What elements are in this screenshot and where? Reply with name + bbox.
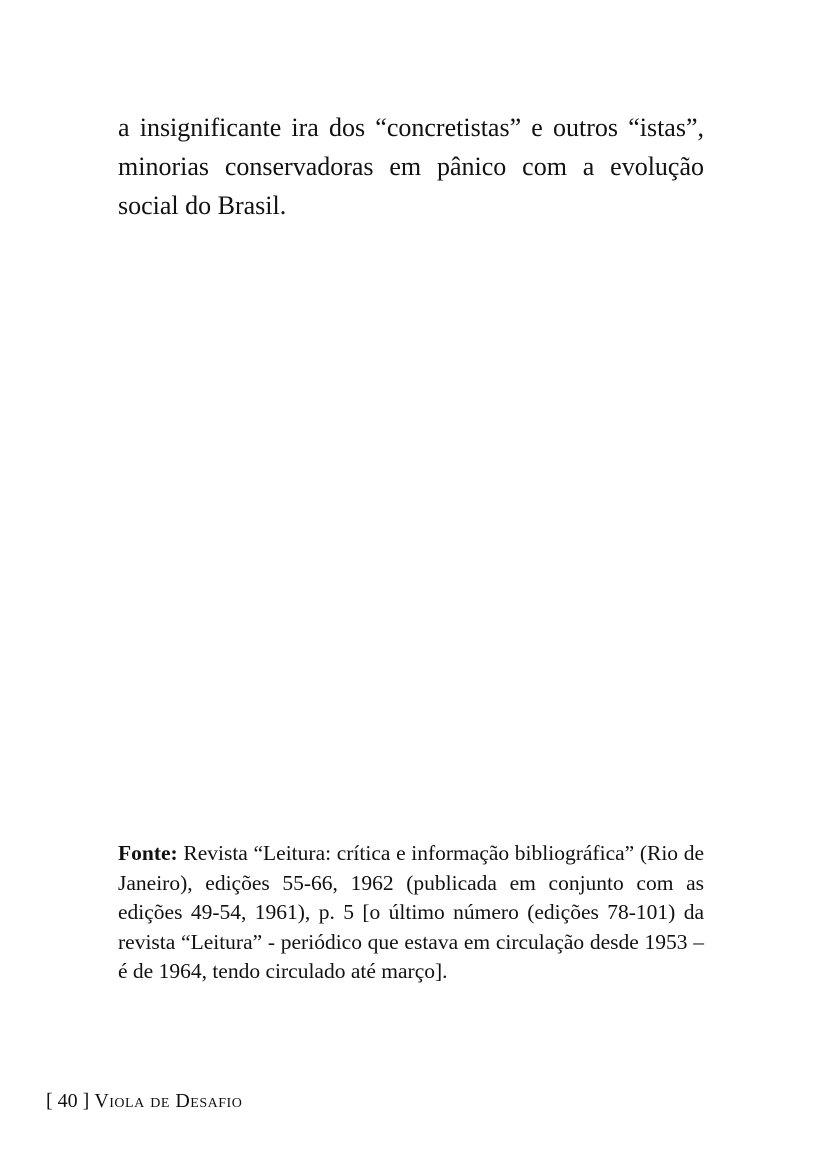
source-text: Revista “Leitura: crítica e informação bibliográfica” (Rio de Janeiro), edições 55-66, 1962 (publicada em conjunto com as edições 49-54, 1961), p. 5 [o último número (edições 78-101) da revista “Leitura” - periódico que estava em circulação desde 1953 – é de 1964, tendo circulado até março].: [118, 841, 704, 983]
body-paragraph: a insignificante ira dos “concretistas” e outros “istas”, minorias conservadoras em pânico com a evolução social do Brasil.: [118, 113, 704, 220]
page-number: [ 40 ]: [46, 1090, 90, 1112]
running-title: Viola de Desafio: [94, 1090, 243, 1112]
source-label: Fonte:: [118, 841, 178, 865]
source-note: [118, 839, 704, 987]
page-footer: [46, 1087, 242, 1115]
